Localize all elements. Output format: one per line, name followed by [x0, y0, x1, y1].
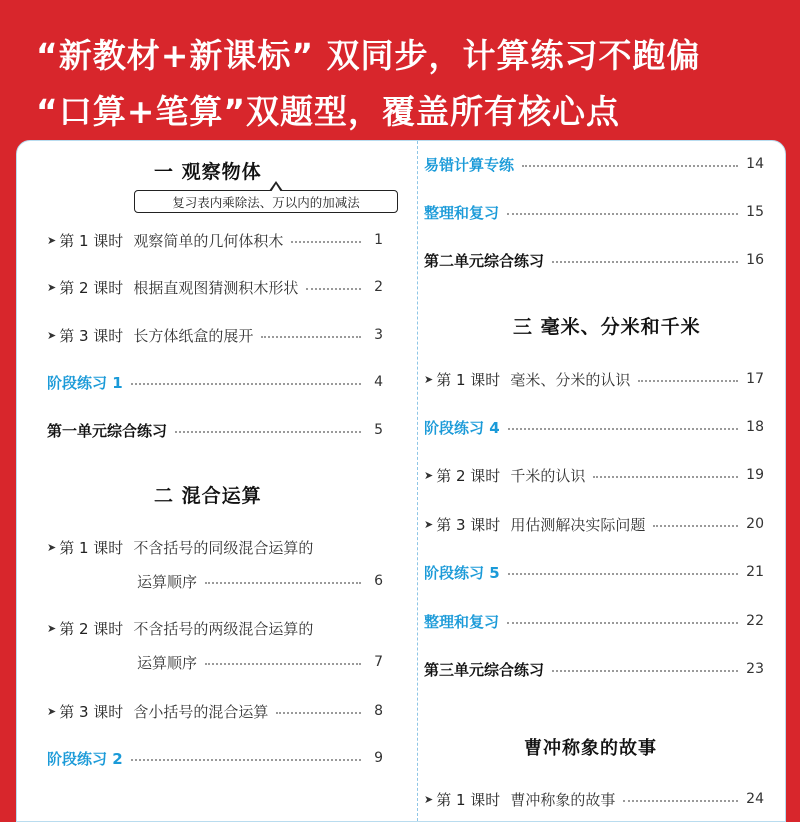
entry-title: 阶段练习 1	[47, 373, 123, 392]
toc-entry[interactable]	[424, 786, 764, 812]
toc-entry[interactable]	[424, 366, 764, 392]
page-number: 2	[374, 279, 383, 295]
entry-title: 第二单元综合练习	[424, 251, 545, 270]
entry-title-line2: 运算顺序	[137, 572, 198, 591]
toc-entry[interactable]	[47, 745, 383, 771]
page-number: 5	[374, 422, 383, 438]
banner-headline-2: “口算+笔算”双题型，覆盖所有核心点	[36, 92, 621, 131]
lesson-label: 第 3 课时	[59, 702, 124, 721]
page-number: 24	[746, 791, 764, 807]
toc-entry[interactable]	[424, 247, 764, 273]
dot-leader	[508, 428, 739, 430]
entry-title: 阶段练习 4	[424, 418, 500, 437]
arrow-right-icon: ➤	[424, 792, 434, 806]
toc-entry-continuation[interactable]	[137, 649, 383, 675]
entry-title: 不含括号的两级混合运算的	[133, 619, 314, 638]
page-number: 16	[746, 252, 764, 268]
arrow-right-icon: ➤	[424, 468, 434, 482]
dot-leader	[175, 431, 361, 433]
arrow-right-icon: ➤	[47, 621, 57, 635]
entry-title: 整理和复习	[424, 203, 500, 222]
promo-banner	[0, 0, 800, 145]
dot-leader	[205, 663, 361, 665]
dot-leader	[306, 288, 361, 290]
lesson-label: 第 3 课时	[436, 515, 501, 534]
toc-entry[interactable]	[47, 698, 383, 724]
entry-title: 不含括号的同级混合运算的	[133, 538, 314, 557]
lesson-label: 第 1 课时	[59, 231, 124, 250]
toc-entry[interactable]	[424, 414, 764, 440]
entry-title-line2: 运算顺序	[137, 653, 198, 672]
toc-entry[interactable]	[424, 608, 764, 634]
dot-leader	[261, 336, 361, 338]
toc-entry[interactable]	[47, 227, 383, 253]
dot-leader	[522, 165, 738, 167]
toc-entry[interactable]	[47, 369, 383, 395]
dot-leader	[205, 582, 361, 584]
toc-entry[interactable]	[424, 656, 764, 682]
page-number: 6	[374, 573, 383, 589]
toc-entry[interactable]	[47, 274, 383, 300]
entry-title: 长方体纸盒的展开	[133, 326, 254, 345]
entry-title: 阶段练习 2	[47, 749, 123, 768]
toc-entry[interactable]	[424, 559, 764, 585]
entry-title: 含小括号的混合运算	[133, 702, 269, 721]
page-number: 4	[374, 374, 383, 390]
page-number: 14	[746, 156, 764, 172]
unit-2-title: 二 混合运算	[154, 485, 262, 507]
dot-leader	[593, 476, 738, 478]
toc-entry[interactable]	[47, 417, 383, 443]
dot-leader	[653, 525, 738, 527]
lesson-label: 第 1 课时	[59, 538, 124, 557]
banner-headline-1: “新教材+新课标” 双同步，计算练习不跑偏	[36, 36, 701, 75]
entry-title: 阶段练习 5	[424, 563, 500, 582]
page-number: 8	[374, 703, 383, 719]
toc-entry[interactable]	[424, 511, 764, 537]
entry-title: 易错计算专练	[424, 155, 515, 174]
dot-leader	[507, 213, 738, 215]
page-number: 20	[746, 516, 764, 532]
dot-leader	[508, 573, 739, 575]
lesson-label: 第 2 课时	[59, 278, 124, 297]
page-number: 22	[746, 613, 764, 629]
page-number: 21	[746, 564, 764, 580]
toc-entry[interactable]	[47, 615, 383, 641]
entry-title: 整理和复习	[424, 612, 500, 631]
entry-title: 第一单元综合练习	[47, 421, 168, 440]
table-of-contents	[16, 140, 786, 822]
arrow-right-icon: ➤	[424, 517, 434, 531]
page-number: 23	[746, 661, 764, 677]
arrow-right-icon: ➤	[47, 328, 57, 342]
story-section-title: 曹冲称象的故事	[524, 738, 657, 759]
entry-title: 用估测解决实际问题	[510, 515, 646, 534]
unit-1-review-tag: 复习表内乘除法、万以内的加减法	[134, 190, 398, 213]
arrow-right-icon: ➤	[47, 280, 57, 294]
lesson-label: 第 1 课时	[436, 370, 501, 389]
dot-leader	[623, 800, 738, 802]
dot-leader	[638, 380, 738, 382]
dot-leader	[552, 261, 738, 263]
arrow-right-icon: ➤	[424, 372, 434, 386]
arrow-right-icon: ➤	[47, 704, 57, 718]
toc-entry[interactable]	[424, 151, 764, 177]
dot-leader	[276, 712, 361, 714]
dot-leader	[507, 622, 738, 624]
page-number: 1	[374, 232, 383, 248]
arrow-right-icon: ➤	[47, 233, 57, 247]
page-number: 19	[746, 467, 764, 483]
entry-title: 曹冲称象的故事	[510, 790, 616, 809]
page-number: 18	[746, 419, 764, 435]
page-number: 15	[746, 204, 764, 220]
entry-title: 毫米、分米的认识	[510, 370, 631, 389]
dot-leader	[291, 241, 361, 243]
lesson-label: 第 2 课时	[59, 619, 124, 638]
arrow-right-icon: ➤	[47, 540, 57, 554]
dot-leader	[131, 759, 361, 761]
toc-entry[interactable]	[47, 534, 383, 560]
entry-title: 第三单元综合练习	[424, 660, 545, 679]
toc-entry[interactable]	[47, 322, 383, 348]
dot-leader	[552, 670, 738, 672]
column-divider	[417, 141, 419, 821]
page-number: 3	[374, 327, 383, 343]
entry-title: 根据直观图猜测积木形状	[133, 278, 299, 297]
page-number: 9	[374, 750, 383, 766]
unit-3-title: 三 毫米、分米和千米	[513, 316, 701, 338]
entry-title: 观察简单的几何体积木	[133, 231, 284, 250]
entry-title: 千米的认识	[510, 466, 586, 485]
page-number: 17	[746, 371, 764, 387]
toc-entry[interactable]	[424, 199, 764, 225]
unit-1-title: 一 观察物体	[154, 161, 262, 183]
lesson-label: 第 3 课时	[59, 326, 124, 345]
dot-leader	[131, 383, 361, 385]
lesson-label: 第 2 课时	[436, 466, 501, 485]
toc-entry[interactable]	[424, 462, 764, 488]
lesson-label: 第 1 课时	[436, 790, 501, 809]
toc-entry-continuation[interactable]	[137, 568, 383, 594]
page-number: 7	[374, 654, 383, 670]
